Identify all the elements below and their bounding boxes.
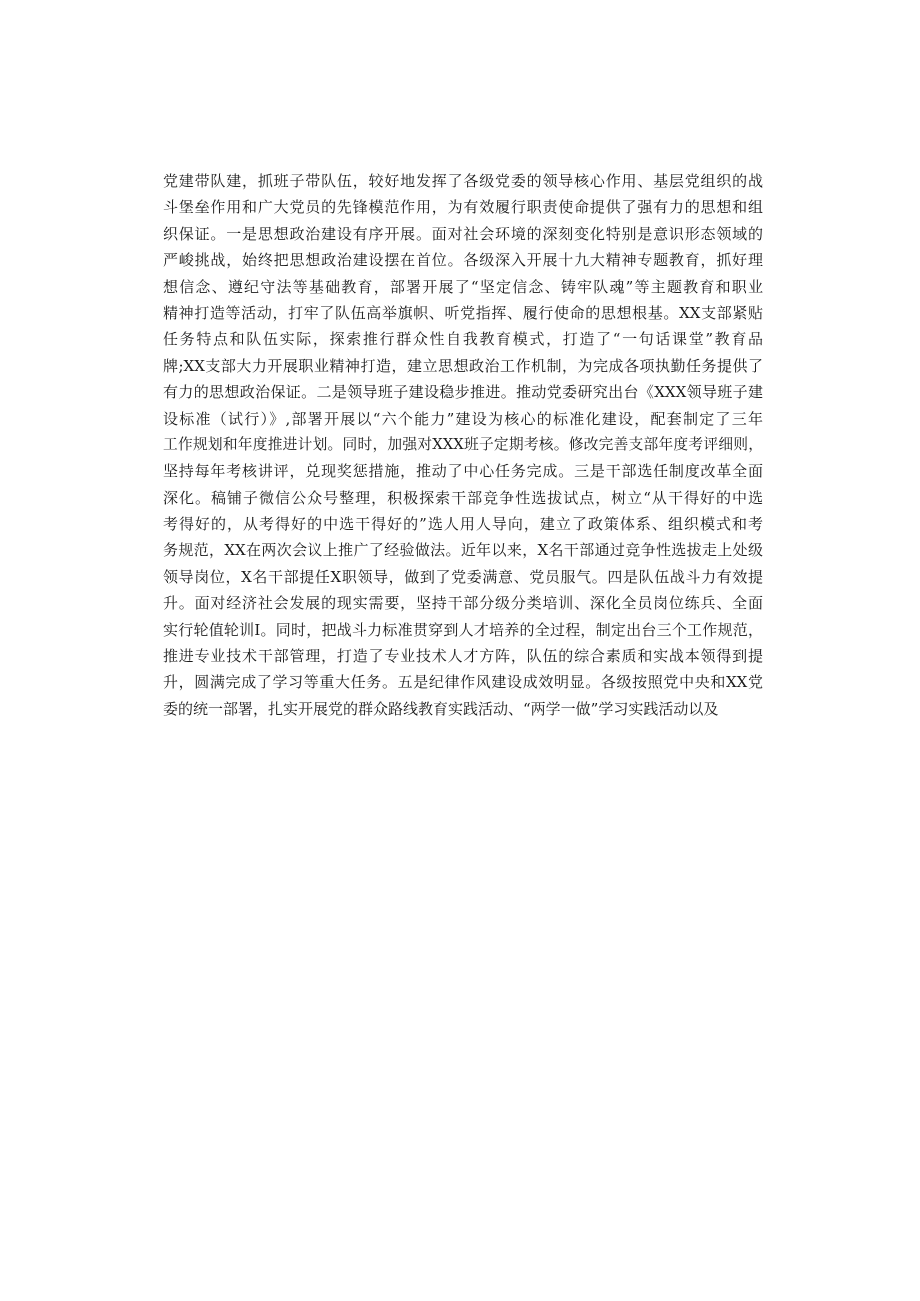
text-line-8: 牌;XX支部大力开展职业精神打造，建立思想政治工作机制，为完成各项执勤任务提供了	[163, 356, 763, 375]
text-line-9: 有力的思想政治保证。二是领导班子建设稳步推进。推动党委研究出台《XXX领导班子建	[163, 383, 763, 402]
text-line-11: 工作规划和年度推进计划。同时，加强对XXX班子定期考核。修改完善支部年度考评细则，	[163, 435, 763, 453]
text-line-14: 考得好的，从考得好的中选干得好的”选人用人导向，建立了政策体系、组织模式和考	[163, 515, 763, 534]
text-line-3: 织保证。一是思想政治建设有序开展。面对社会环境的深刻变化特别是意识形态领域的	[163, 224, 763, 243]
text-line-7: 任务特点和队伍实际，探索推行群众性自我教育模式，打造了“一句话课堂”教育品	[163, 330, 763, 349]
text-line-6: 精神打造等活动，打牢了队伍高举旗帜、听党指挥、履行使命的思想根基。XX支部紧贴	[163, 303, 763, 322]
text-line-2: 斗堡垒作用和广大党员的先锋模范作用，为有效履行职责使命提供了强有力的思想和组	[163, 198, 763, 217]
text-line-10: 设标准（试行）》,部署开展以“六个能力”建设为核心的标准化建设，配套制定了三年	[163, 409, 763, 428]
text-line-21: 委的统一部署，扎实开展党的群众路线教育实践活动、“两学一做”学习实践活动以及	[163, 699, 719, 718]
text-line-5: 想信念、遵纪守法等基础教育，部署开展了“坚定信念、铸牢队魂”等主题教育和职业	[163, 277, 763, 296]
text-line-12: 坚持每年考核讲评，兑现奖惩措施，推动了中心任务完成。三是干部选任制度改革全面	[163, 462, 763, 481]
text-line-20: 升，圆满完成了学习等重大任务。五是纪律作风建设成效明显。各级按照党中央和XX党	[163, 673, 763, 692]
body-paragraph	[163, 168, 763, 722]
text-line-17: 升。面对经济社会发展的现实需要，坚持干部分级分类培训、深化全员岗位练兵、全面	[163, 594, 763, 613]
text-line-15: 务规范，XX在两次会议上推广了经验做法。近年以来，X名干部通过竞争性选拔走上处级	[163, 541, 763, 560]
text-line-18: 实行轮值轮训I。同时，把战斗力标准贯穿到人才培养的全过程，制定出台三个工作规范，	[163, 620, 763, 639]
text-line-1: 党建带队建，抓班子带队伍，较好地发挥了各级党委的领导核心作用、基层党组织的战	[163, 172, 763, 190]
text-line-16: 领导岗位，X名干部提任X职领导，做到了党委满意、党员服气。四是队伍战斗力有效提	[163, 567, 763, 586]
text-line-4: 严峻挑战，始终把思想政治建设摆在首位。各级深入开展十九大精神专题教育，抓好理	[163, 251, 763, 270]
text-line-19: 推进专业技术干部管理，打造了专业技术人才方阵，队伍的综合素质和实战本领得到提	[163, 647, 763, 666]
text-line-13: 深化。稿铺子微信公众号整理，积极探索干部竞争性选拔试点，树立“从干得好的中选	[163, 488, 763, 507]
